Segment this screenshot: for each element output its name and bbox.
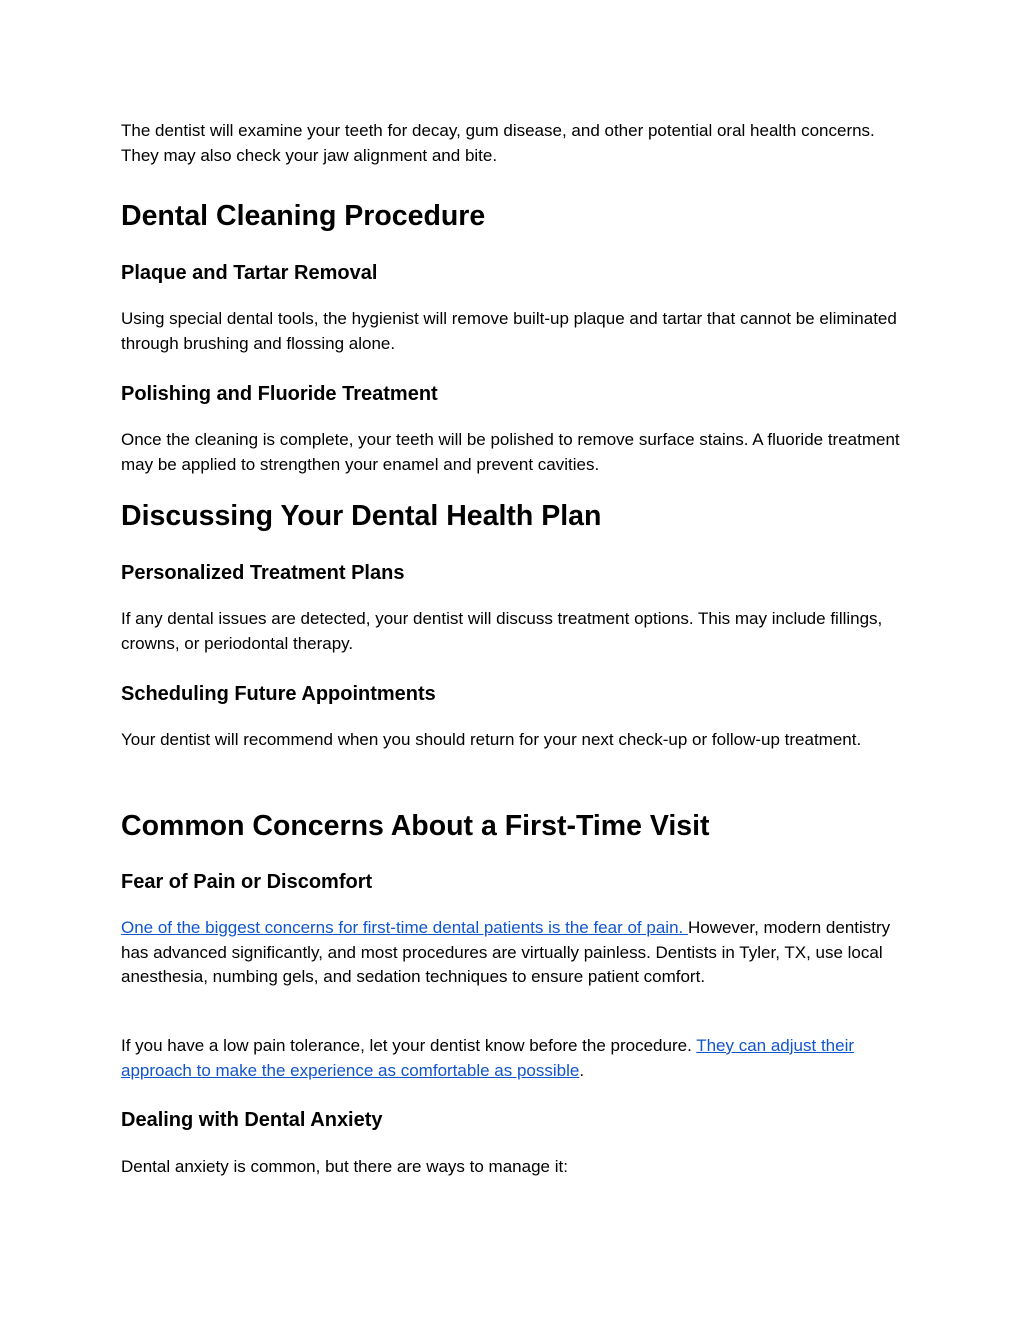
plaque-paragraph: Using special dental tools, the hygienist will remove built-up plaque and tartar that cannot be eliminated through brushing and flossing alone. — [121, 309, 897, 353]
pain-tolerance-period: . — [579, 1060, 585, 1080]
personalized-paragraph: If any dental issues are detected, your dentist will discuss treatment options. This may include fillings, crowns, or periodontal therapy. — [121, 609, 883, 653]
heading-common-concerns: Common Concerns About a First-Time Visit — [121, 810, 710, 842]
fear-paragraph-text: However, modern dentistry has advanced significantly, and most procedures are virtually painless. Dentists in Tyler, TX, use local anesthesia, numbing gels, and sedation techniques to ensure patient comfort. — [121, 918, 891, 986]
intro-paragraph: The dentist will examine your teeth for decay, gum disease, and other potential oral health concerns. They may also check your jaw alignment and bite. — [121, 121, 875, 165]
heading-dental-cleaning-procedure: Dental Cleaning Procedure — [121, 200, 486, 232]
pain-tolerance-text: If you have a low pain tolerance, let your dentist know before the procedure. — [121, 1036, 697, 1055]
heading-discussing-dental-health-plan: Discussing Your Dental Health Plan — [121, 500, 602, 532]
subheading-scheduling-future-appointments: Scheduling Future Appointments — [121, 683, 436, 705]
anxiety-paragraph: Dental anxiety is common, but there are ways to manage it: — [121, 1157, 568, 1176]
scheduling-paragraph: Your dentist will recommend when you should return for your next check-up or follow-up treatment. — [121, 730, 862, 749]
pain-tolerance-paragraph — [121, 1034, 901, 1083]
subheading-personalized-treatment-plans: Personalized Treatment Plans — [121, 562, 405, 584]
link-fear-of-pain[interactable]: One of the biggest concerns for first-time dental patients is the fear of pain. — [121, 918, 688, 937]
subheading-fear-of-pain: Fear of Pain or Discomfort — [121, 871, 373, 893]
subheading-dealing-with-dental-anxiety: Dealing with Dental Anxiety — [121, 1109, 383, 1131]
link-adjust-approach[interactable]: They can adjust their approach to make the experience as comfortable as possible — [121, 1036, 855, 1080]
subheading-plaque-tartar-removal: Plaque and Tartar Removal — [121, 262, 378, 284]
fear-paragraph — [121, 916, 901, 990]
subheading-polishing-fluoride: Polishing and Fluoride Treatment — [121, 383, 438, 405]
polishing-paragraph: Once the cleaning is complete, your teeth will be polished to remove surface stains. A fluoride treatment may be applied to strengthen your enamel and prevent cavities. — [121, 430, 900, 474]
